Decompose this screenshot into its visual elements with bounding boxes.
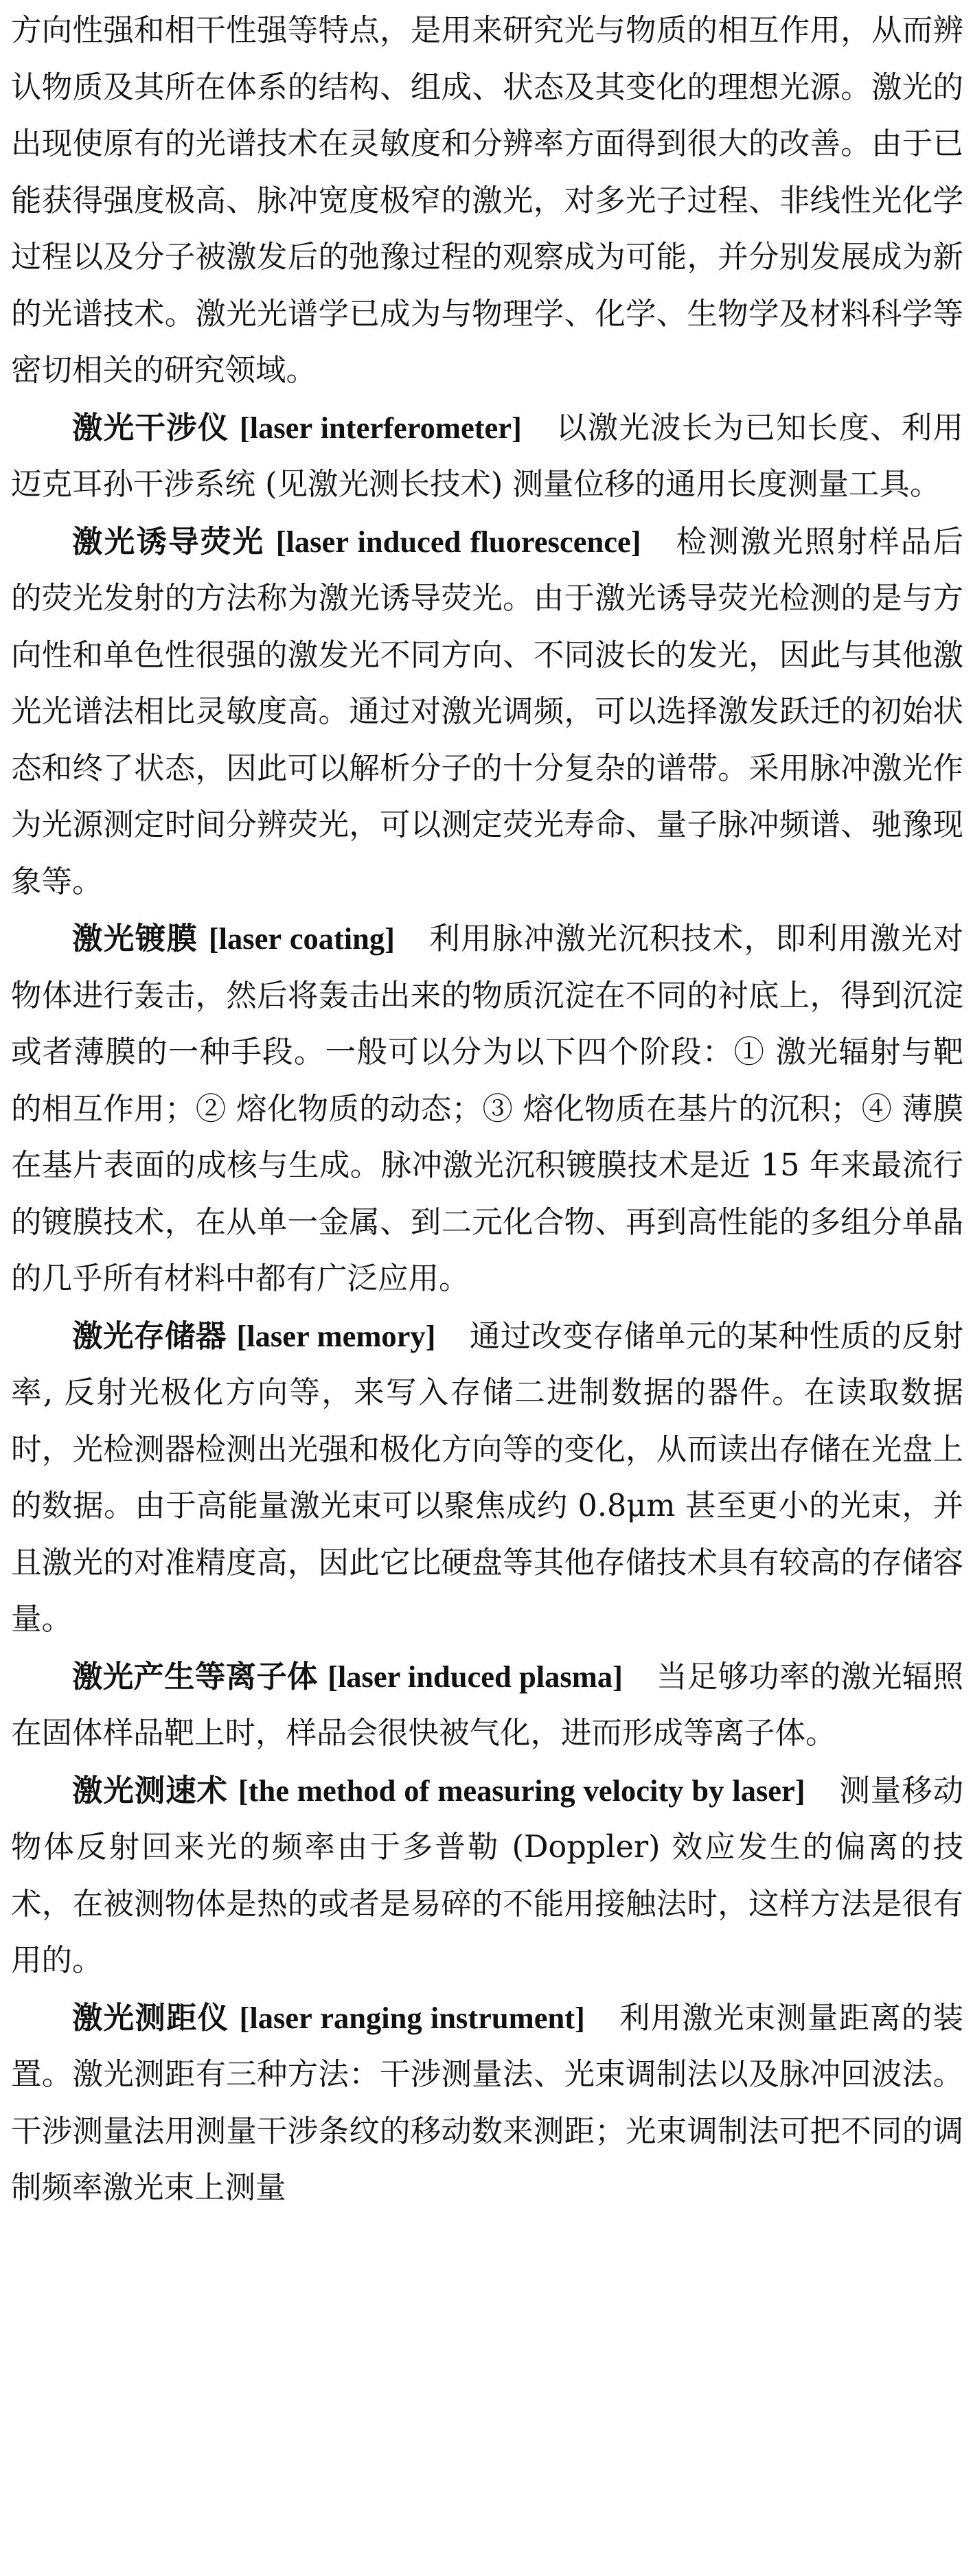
entry-definition: 以激光波长为已知长度、利用迈克耳孙干涉系统 (见激光测长技术) 测量位移的通用长度测量工具。	[11, 410, 963, 502]
intro-paragraph: 方向性强和相干性强等特点，是用来研究光与物质的相互作用，从而辨认物质及其所在体系的结构、组成、状态及其变化的理想光源。激光的出现使原有的光谱技术在灵敏度和分辨率方面得到很大的改善。由于已能获得强度极高、脉冲宽度极窄的激光，对多光子过程、非线性光化学过程以及分子被激发后的弛豫过程的观察成为可能，并分别发展成为新的光谱技术。激光光谱学已成为与物理学、化学、生物学及材料科学等密切相关的研究领域。	[11, 13, 963, 388]
entry-term: 激光测速术	[72, 1773, 228, 1808]
entry-english-term: [laser coating]	[208, 921, 395, 956]
entry-laser-velocity-measurement	[11, 1762, 963, 1990]
entry-laser-induced-plasma	[11, 1648, 963, 1762]
entry-english-term: [laser memory]	[236, 1318, 436, 1353]
entry-laser-interferometer	[11, 400, 963, 514]
entry-definition: 利用脉冲激光沉积技术，即利用激光对物体进行轰击，然后将轰击出来的物质沉淀在不同的衬底上，得到沉淀或者薄膜的一种手段。一般可以分为以下四个阶段：① 激光辐射与靶的相互作用；② 熔化物质的动态；③ 熔化物质在基片的沉积；④ 薄膜在基片表面的成核与生成。脉冲激光沉积镀膜技术是近 15 年来最流行的镀膜技术，在从单一金属、到二元化合物、再到高性能的多组分单晶的几乎所有材料中都有广泛应用。	[11, 921, 963, 1296]
entry-definition: 利用激光束测量距离的装置。激光测距有三种方法：干涉测量法、光束调制法以及脉冲回波法。干涉测量法用测量干涉条纹的移动数来测距；光束调制法可把不同的调制频率激光束上测量	[11, 2000, 963, 2205]
entry-term: 激光干涉仪	[72, 410, 229, 446]
entry-laser-ranging-instrument	[11, 1990, 963, 2217]
entry-english-term: [laser induced plasma]	[328, 1659, 623, 1694]
entry-english-term: [laser induced fluorescence]	[275, 524, 641, 559]
entry-definition: 通过改变存储单元的某种性质的反射率, 反射光极化方向等，来写入存储二进制数据的器件。在读取数据时，光检测器检测出光强和极化方向等的变化，从而读出存储在光盘上的数据。由于高能量激光束可以聚焦成约 0.8μm 甚至更小的光束，并且激光的对准精度高，因此它比硬盘等其他存储技术具有较高的存储容量。	[11, 1318, 963, 1637]
entry-definition: 当足够功率的激光辐照在固体样品靶上时，样品会很快被气化，进而形成等离子体。	[11, 1659, 963, 1751]
entry-laser-induced-fluorescence	[11, 514, 963, 911]
entry-definition: 测量移动物体反射回来光的频率由于多普勒 (Doppler) 效应发生的偏离的技术，在被测物体是热的或者是易碎的不能用接触法时，这样方法是很有用的。	[11, 1773, 963, 1978]
entry-english-term: [the method of measuring velocity by laser]	[238, 1773, 805, 1808]
entry-english-term: [laser ranging instrument]	[239, 2000, 585, 2035]
entry-laser-coating	[11, 910, 963, 1308]
entry-term: 激光镀膜	[72, 921, 198, 956]
entry-laser-memory	[11, 1308, 963, 1648]
entry-term: 激光存储器	[72, 1318, 227, 1354]
entry-term: 激光测距仪	[72, 2000, 229, 2036]
entry-term: 激光产生等离子体	[72, 1659, 318, 1694]
entry-english-term: [laser interferometer]	[239, 410, 522, 445]
entry-term: 激光诱导荧光	[72, 524, 265, 560]
entry-definition: 检测激光照射样品后的荧光发射的方法称为激光诱导荧光。由于激光诱导荧光检测的是与方向性和单色性很强的激发光不同方向、不同波长的发光，因此与其他激光光谱法相比灵敏度高。通过对激光调频，可以选择激发跃迁的初始状态和终了状态，因此可以解析分子的十分复杂的谱带。采用脉冲激光作为光源测定时间分辨荧光，可以测定荧光寿命、量子脉冲频谱、驰豫现象等。	[11, 524, 963, 899]
